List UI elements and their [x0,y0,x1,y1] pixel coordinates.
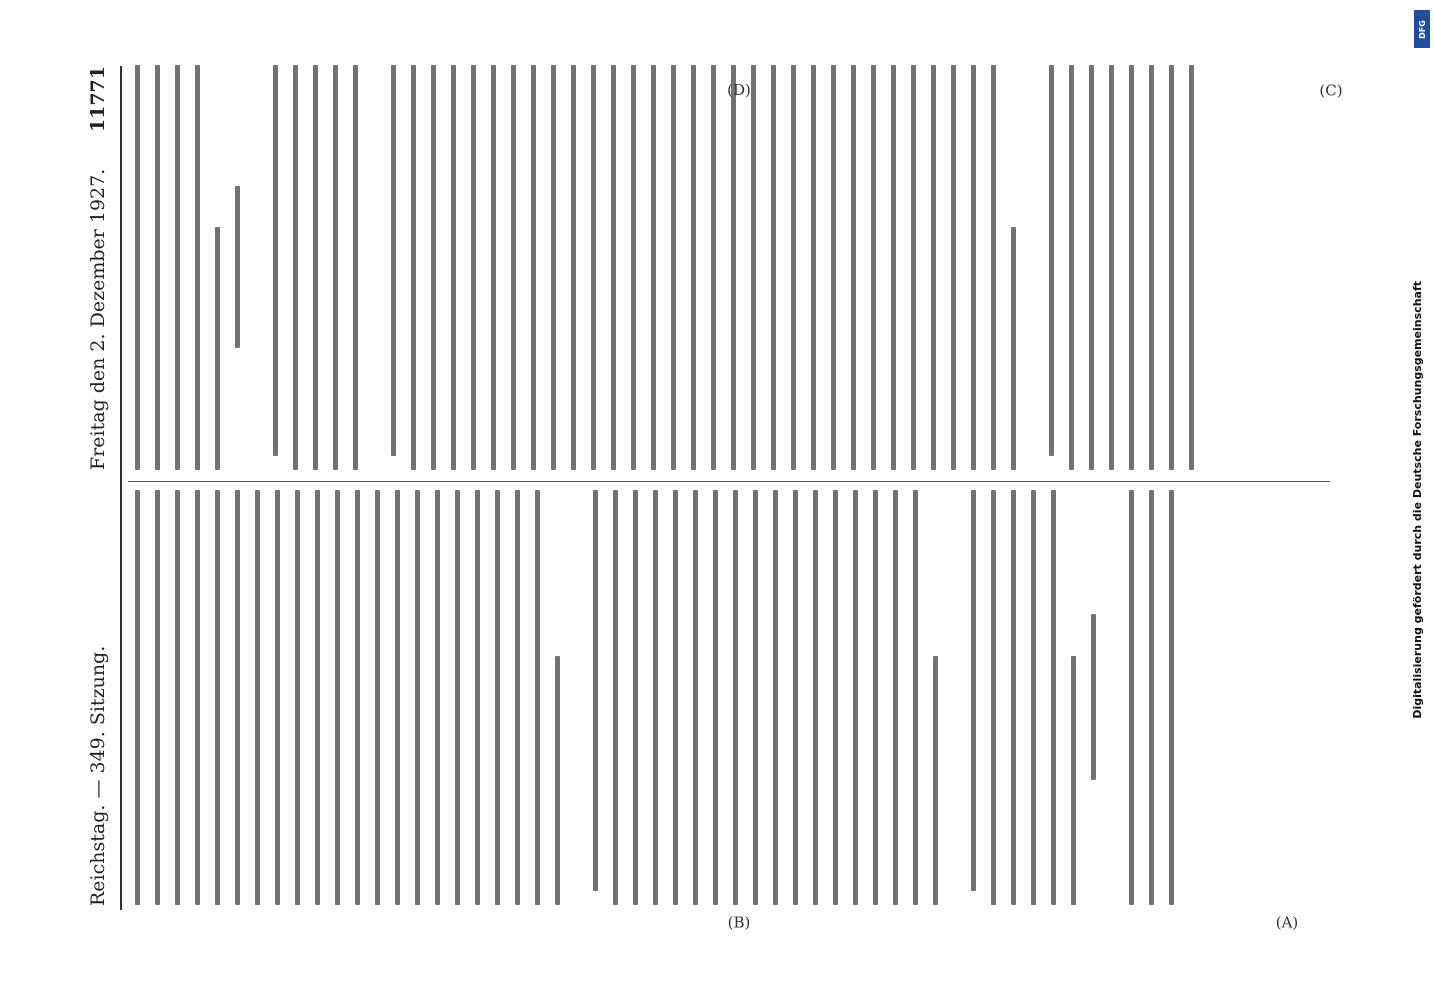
text-line [711,65,716,470]
text-line [833,490,838,905]
text-line [355,490,360,905]
text-line [693,490,698,905]
text-line [471,65,476,470]
digitization-note [1402,8,1432,992]
text-line [891,65,896,470]
margin-marker-a: (A) [1275,913,1299,932]
text-line [353,65,358,470]
paragraph-gap [953,490,971,905]
text-line [235,490,240,905]
text-line [831,65,836,470]
text-line [593,490,598,891]
text-line [491,65,496,470]
text-line [255,490,260,905]
text-line [793,490,798,905]
text-line [531,65,536,470]
text-line [971,490,976,891]
text-line [411,65,416,470]
text-line [873,490,878,905]
text-line [871,65,876,470]
text-line [295,490,300,905]
column-right [135,65,1330,470]
paragraph-gap [1111,490,1129,905]
text-line [135,65,140,470]
text-line [215,227,220,470]
text-line [1071,656,1076,905]
text-line [771,65,776,470]
text-line [813,490,818,905]
text-line [535,490,540,905]
text-line [395,490,400,905]
text-line [455,490,460,905]
text-line [273,65,278,456]
header-left: Reichstag. — 349. Sitzung. [87,645,109,906]
text-line [971,65,976,470]
text-line [751,65,756,470]
text-line [611,65,616,470]
text-line [135,490,140,905]
text-line [1189,65,1194,470]
text-line [275,490,280,905]
text-line [931,65,936,470]
paragraph-gap [1031,65,1049,470]
text-line [591,65,596,470]
text-line [911,65,916,470]
text-line [415,490,420,905]
text-line [571,65,576,470]
text-line [731,65,736,470]
text-line [155,490,160,905]
text-line [773,490,778,905]
margin-marker-c: (C) [1319,81,1343,100]
text-line [155,65,160,470]
text-line [1011,490,1016,905]
text-line [893,490,898,905]
paragraph-gap [373,65,391,470]
text-line [671,65,676,470]
text-line [1169,490,1174,905]
text-line [853,490,858,905]
text-line [613,490,618,905]
text-line [1051,490,1056,905]
text-line [1031,490,1036,905]
text-line [991,490,996,905]
text-line [335,490,340,905]
page-number: 11771 [87,66,109,133]
text-line [1069,65,1074,470]
text-line [431,65,436,470]
text-line [633,490,638,905]
text-line [175,490,180,905]
text-line [1129,490,1134,905]
text-line [375,490,380,905]
text-line [315,490,320,905]
digitization-note-text: Digitalisierung gefördert durch die Deutsche Forschungsgemeinschaft [1410,281,1424,719]
text-line [175,65,180,470]
text-line [451,65,456,470]
text-line [991,65,996,470]
text-line [551,65,556,470]
text-line [653,490,658,905]
text-line [435,490,440,905]
text-line [1091,615,1096,781]
text-line [733,490,738,905]
dfg-logo [1414,10,1430,48]
text-line [1011,227,1016,470]
text-line [475,490,480,905]
paragraph-gap [255,65,273,470]
dfg-logo-text: DFG [1417,19,1427,39]
text-line [933,656,938,905]
text-line [235,187,240,349]
header-rule [120,66,122,910]
margin-marker-b: (B) [727,913,751,932]
text-line [313,65,318,470]
paragraph-gap [575,490,593,905]
header-middle: Freitag den 2. Dezember 1927. [87,168,109,470]
column-divider [128,481,1330,482]
page-header [85,60,115,940]
text-line [215,490,220,905]
text-line [515,490,520,905]
text-line [495,490,500,905]
text-line [1129,65,1134,470]
text-line [195,65,200,470]
text-line [631,65,636,470]
text-line [851,65,856,470]
text-line [913,490,918,905]
text-line [1169,65,1174,470]
text-line [555,656,560,905]
text-line [651,65,656,470]
text-line [791,65,796,470]
text-line [753,490,758,905]
text-line [1109,65,1114,470]
text-line [951,65,956,470]
text-line [673,490,678,905]
text-line [811,65,816,470]
text-line [293,65,298,470]
text-line [195,490,200,905]
text-line [1149,490,1154,905]
text-line [333,65,338,470]
margin-marker-d: (D) [727,81,751,100]
page-sheet [80,60,1343,940]
text-line [511,65,516,470]
text-line [1149,65,1154,470]
text-line [691,65,696,470]
text-line [1049,65,1054,456]
text-line [391,65,396,456]
text-line [713,490,718,905]
column-left [135,490,1330,905]
text-line [1089,65,1094,470]
